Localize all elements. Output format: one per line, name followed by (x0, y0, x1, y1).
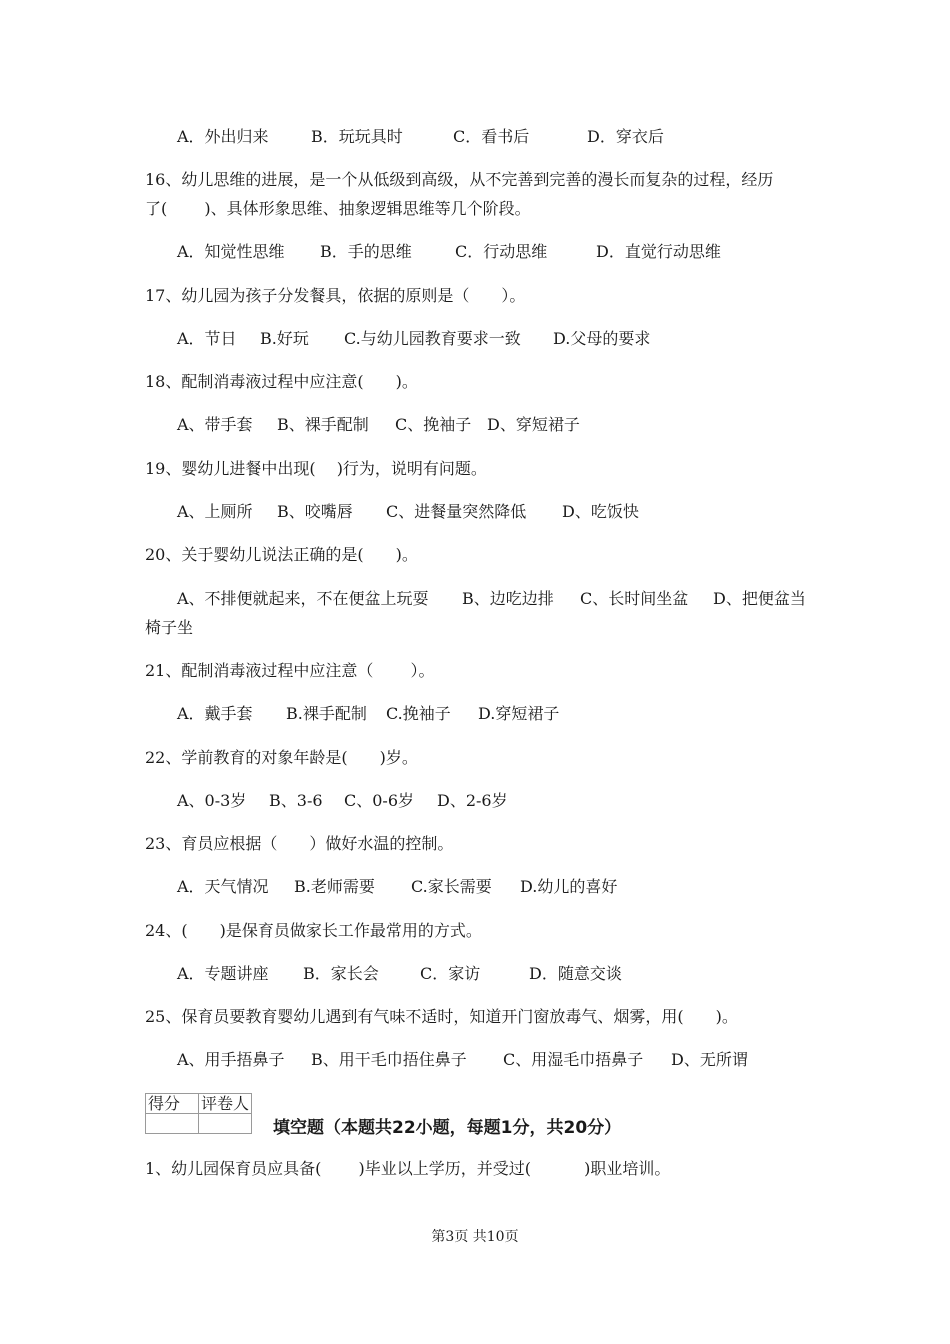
option-b: B、咬嘴唇 (277, 502, 353, 521)
option-a: A．专题讲座 (177, 964, 269, 983)
option-c: C、0-6岁 (344, 791, 415, 810)
question-stem: 16、幼儿思维的进展，是一个从低级到高级，从不完善到完善的漫长而复杂的过程，经历 (145, 170, 774, 189)
option-a: A．节日 (177, 329, 237, 348)
question-stem: 25、保育员要教育婴幼儿遇到有气味不适时，知道开门窗放毒气、烟雾，用( )。 (145, 1007, 738, 1026)
option-c: C．看书后 (453, 127, 530, 146)
option-c: C．行动思维 (455, 242, 548, 261)
option-d: D、无所谓 (671, 1050, 748, 1069)
option-c: C.家长需要 (411, 877, 492, 896)
option-c: C.与幼儿园教育要求一致 (344, 329, 521, 348)
option-c: C、用湿毛巾捂鼻子 (503, 1050, 644, 1069)
option-b: B、裸手配制 (277, 415, 369, 434)
option-a: A、0-3岁 (177, 791, 247, 810)
option-d-cont: 椅子坐 (145, 618, 194, 637)
question-stem: 19、婴幼儿进餐中出现( )行为，说明有问题。 (145, 459, 487, 478)
score-label: 得分 (146, 1094, 199, 1114)
option-d: D、吃饭快 (562, 502, 639, 521)
option-c: C、长时间坐盆 (580, 589, 689, 608)
grader-cell (199, 1114, 252, 1134)
option-a: A、用手捂鼻子 (177, 1050, 285, 1069)
option-d: D、2-6岁 (437, 791, 508, 810)
option-d: D、穿短裙子 (487, 415, 580, 434)
option-a: A．戴手套 (177, 704, 253, 723)
option-b: B.老师需要 (294, 877, 375, 896)
question-stem: 22、学前教育的对象年龄是( )岁。 (145, 748, 418, 767)
option-b: B、3-6 (269, 791, 323, 810)
page-footer: 第3页 共10页 (431, 1229, 519, 1245)
question-stem: 18、配制消毒液过程中应注意( )。 (145, 372, 418, 391)
fill-question-1: 1、幼儿园保育员应具备( )毕业以上学历，并受过( )职业培训。 (145, 1159, 671, 1178)
option-d: D、把便盆当 (713, 589, 806, 608)
option-d: D.父母的要求 (553, 329, 651, 348)
question-stem: 20、关于婴幼儿说法正确的是( )。 (145, 545, 418, 564)
question-stem: 21、配制消毒液过程中应注意（ ）。 (145, 661, 435, 680)
score-cell (146, 1114, 199, 1134)
option-a: A．知觉性思维 (177, 242, 285, 261)
option-d: D．穿衣后 (587, 127, 664, 146)
option-c: C、进餐量突然降低 (386, 502, 527, 521)
question-stem: 17、幼儿园为孩子分发餐具，依据的原则是（ ）。 (145, 286, 526, 305)
option-c: C.挽袖子 (386, 704, 451, 723)
option-a: A．天气情况 (177, 877, 269, 896)
option-a: A、上厕所 (177, 502, 253, 521)
option-b: B．手的思维 (320, 242, 412, 261)
option-b: B.好玩 (260, 329, 309, 348)
option-d: D．直觉行动思维 (596, 242, 721, 261)
question-stem: 24、( )是保育员做家长工作最常用的方式。 (145, 921, 482, 940)
option-b: B．家长会 (303, 964, 379, 983)
option-b: B.裸手配制 (286, 704, 367, 723)
option-d: D．随意交谈 (529, 964, 622, 983)
grader-label: 评卷人 (199, 1094, 252, 1114)
option-c: C、挽袖子 (395, 415, 472, 434)
question-stem: 23、育员应根据（ ）做好水温的控制。 (145, 834, 454, 853)
option-b: B、用干毛巾捂住鼻子 (311, 1050, 467, 1069)
question-stem-cont: 了( )、具体形象思维、抽象逻辑思维等几个阶段。 (145, 199, 531, 218)
option-b: B．玩玩具时 (311, 127, 403, 146)
option-b: B、边吃边排 (462, 589, 554, 608)
option-a: A．外出归来 (177, 127, 269, 146)
score-box (145, 1093, 252, 1134)
section-title: 填空题（本题共22小题，每题1分，共20分） (273, 1118, 622, 1138)
option-a: A、不排便就起来，不在便盆上玩耍 (177, 589, 429, 608)
option-d: D.幼儿的喜好 (520, 877, 618, 896)
option-d: D.穿短裙子 (478, 704, 560, 723)
option-a: A、带手套 (177, 415, 253, 434)
option-c: C．家访 (420, 964, 481, 983)
